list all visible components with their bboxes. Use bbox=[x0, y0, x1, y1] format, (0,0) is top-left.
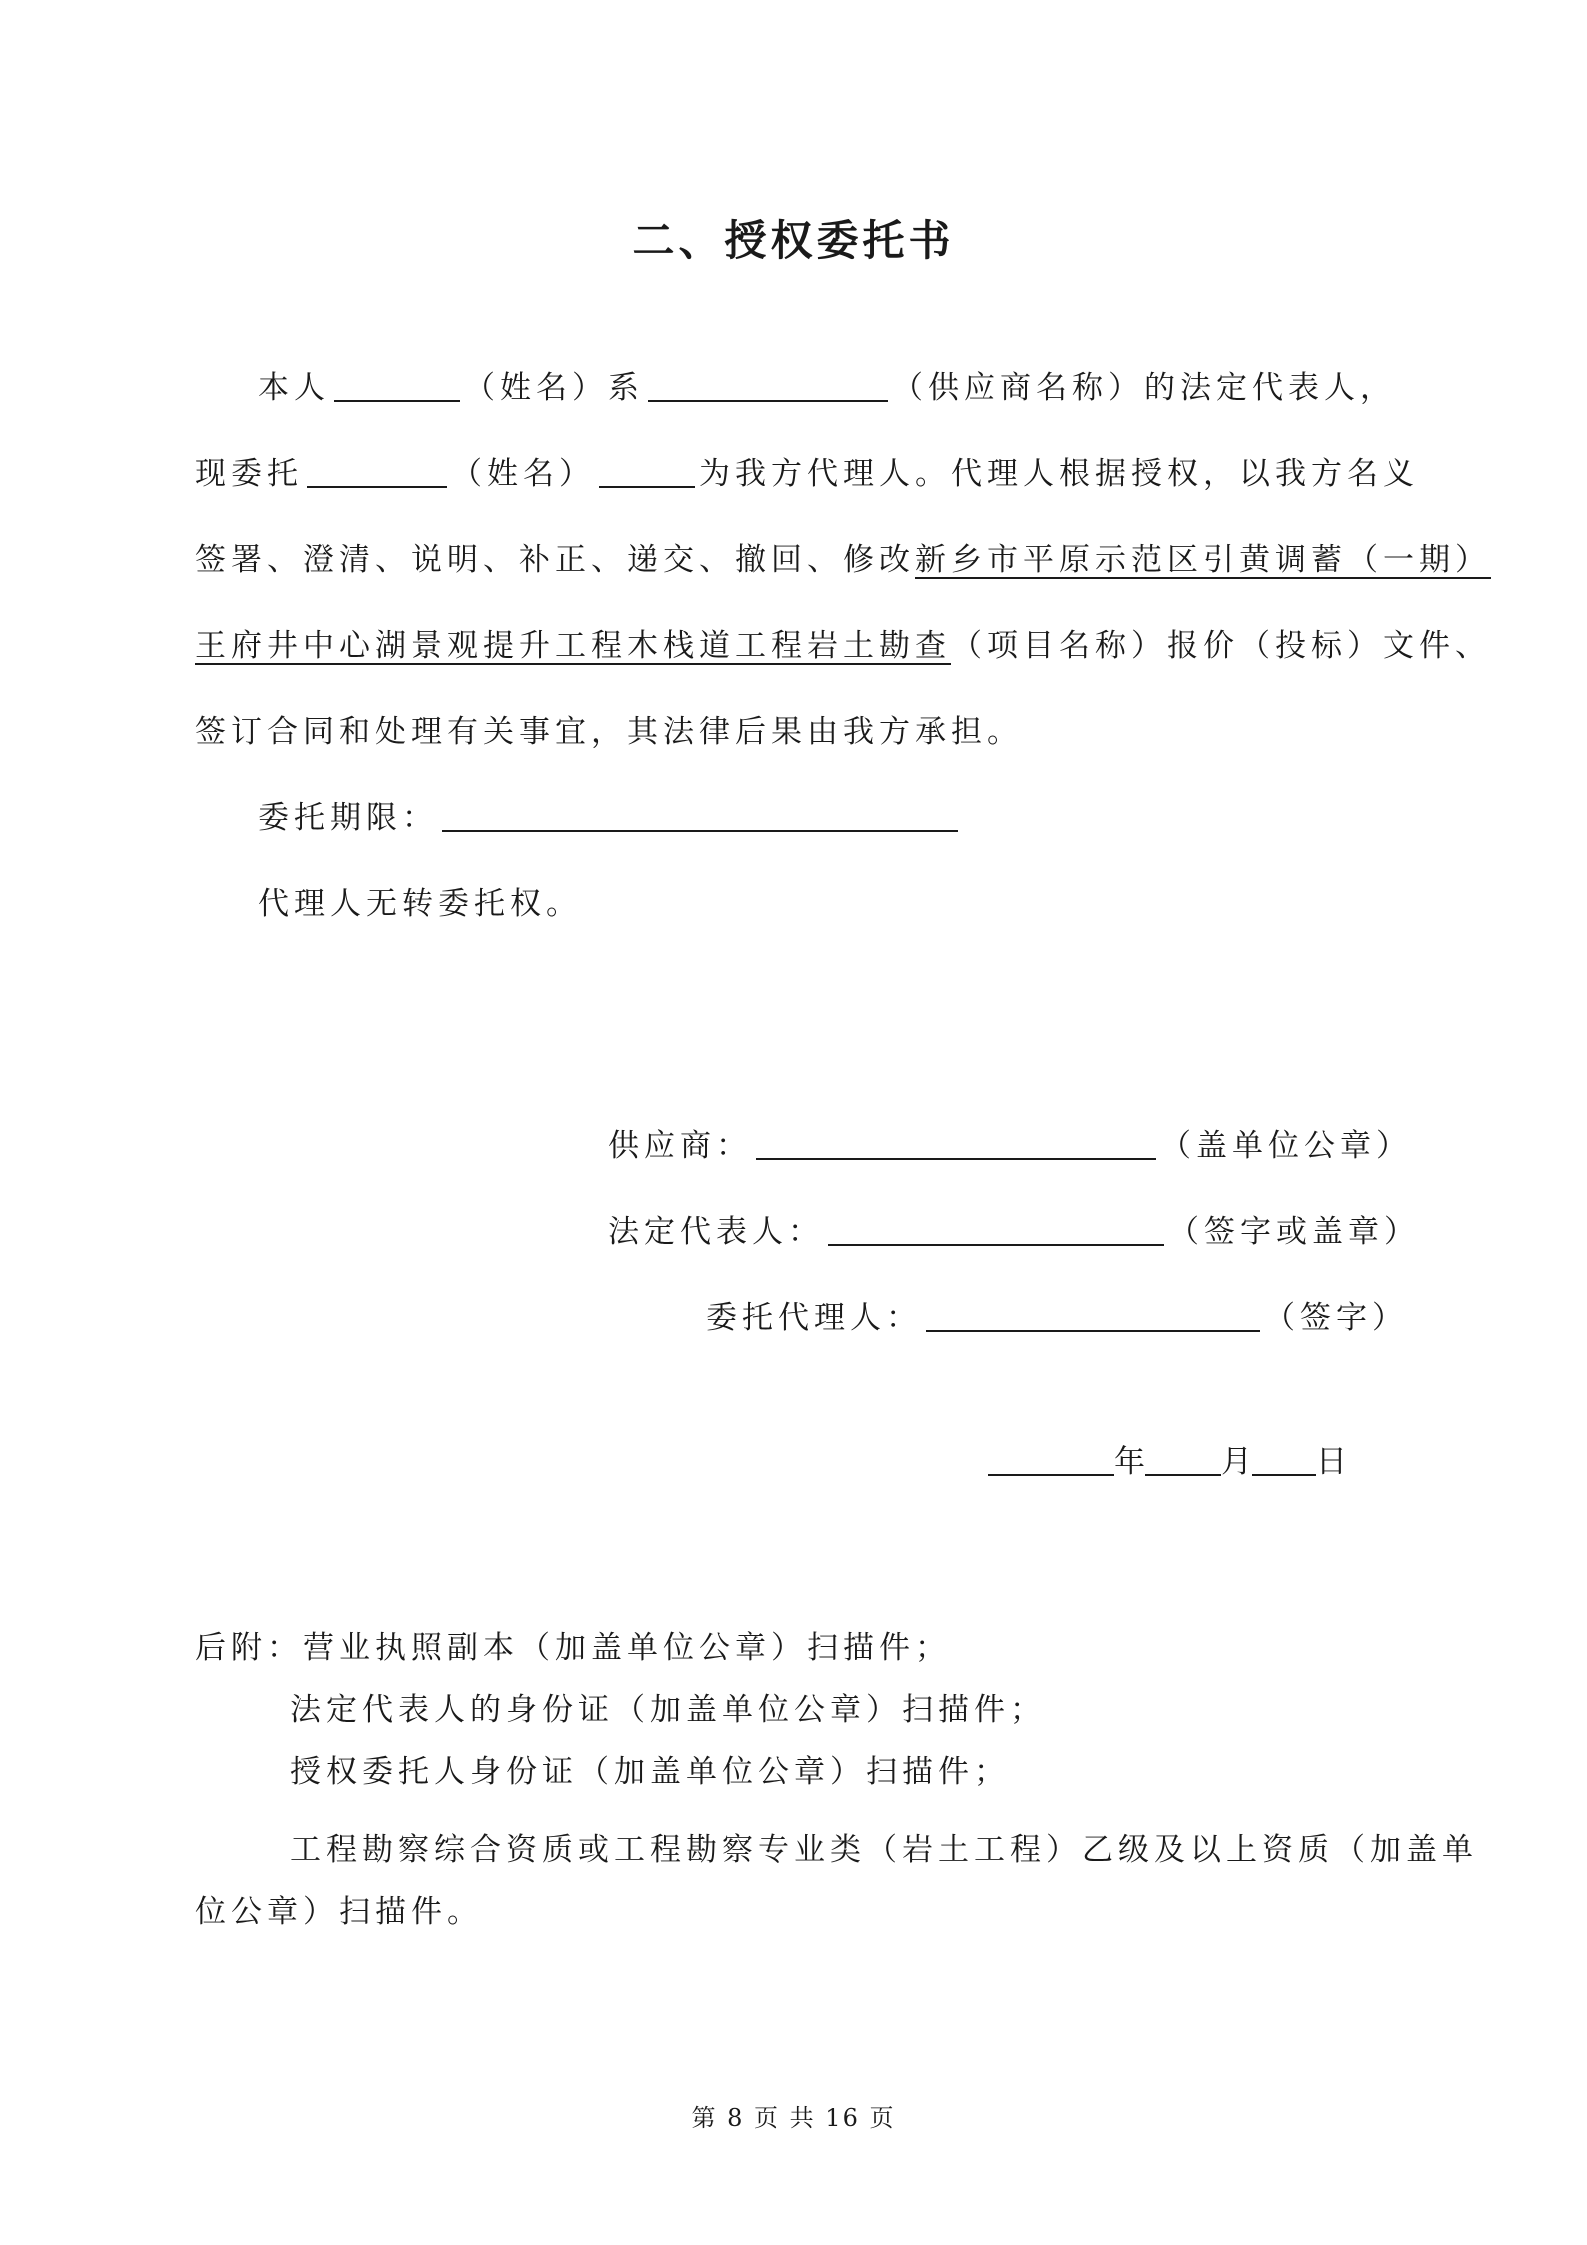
attachment-1: 营业执照副本（加盖单位公章）扫描件； bbox=[303, 1630, 951, 1666]
attachment-line-1 bbox=[195, 1626, 951, 1670]
agent-note: （签字） bbox=[1264, 1300, 1408, 1336]
attachments-label: 后附： bbox=[195, 1630, 303, 1666]
paragraph-line-2 bbox=[195, 452, 1419, 496]
agent-signature-blank[interactable] bbox=[926, 1300, 1260, 1332]
extra-blank[interactable] bbox=[599, 456, 695, 488]
legal-rep-note: （签字或盖章） bbox=[1168, 1214, 1420, 1250]
text-actions: 签署、澄清、说明、补正、递交、撤回、修改 bbox=[195, 542, 915, 578]
project-name-part-1: 新乡市平原示范区引黄调蓄（一期） bbox=[915, 542, 1491, 578]
attachment-3: 授权委托人身份证（加盖单位公章）扫描件； bbox=[290, 1754, 1010, 1790]
day-blank[interactable] bbox=[1252, 1444, 1316, 1476]
document-title: 二、授权委托书 bbox=[632, 216, 955, 265]
supplier-label: 供应商： bbox=[608, 1128, 752, 1164]
text-name-xi: （姓名）系 bbox=[464, 370, 644, 406]
text-agent-authority: 为我方代理人。代理人根据授权，以我方名义 bbox=[699, 456, 1419, 492]
agent-name-blank[interactable] bbox=[307, 456, 447, 488]
supplier-signature-blank[interactable] bbox=[756, 1128, 1156, 1160]
text-ben-ren: 本人 bbox=[258, 370, 330, 406]
paragraph-line-5: 签订合同和处理有关事宜，其法律后果由我方承担。 bbox=[195, 714, 1023, 750]
legal-rep-signature-blank[interactable] bbox=[828, 1214, 1164, 1246]
attachment-4-line-1: 工程勘察综合资质或工程勘察专业类（岩土工程）乙级及以上资质（加盖单 bbox=[290, 1832, 1478, 1868]
year-blank[interactable] bbox=[988, 1444, 1114, 1476]
project-name-part-2: 王府井中心湖景观提升工程木栈道工程岩土勘查 bbox=[195, 628, 951, 664]
date-line bbox=[988, 1440, 1347, 1484]
paragraph-line-3 bbox=[195, 538, 1491, 582]
text-name: （姓名） bbox=[451, 456, 595, 492]
page-number-footer: 第 8 页 共 16 页 bbox=[691, 2104, 896, 2132]
text-xian-weituo: 现委托 bbox=[195, 456, 303, 492]
month-label: 月 bbox=[1221, 1444, 1252, 1480]
supplier-signature-line bbox=[608, 1124, 1412, 1168]
text-legal-rep: （供应商名称）的法定代表人， bbox=[892, 370, 1396, 406]
name-blank[interactable] bbox=[334, 370, 460, 402]
day-label: 日 bbox=[1316, 1444, 1347, 1480]
text-project-note: （项目名称）报价（投标）文件、 bbox=[951, 628, 1491, 664]
attachment-4-line-2: 位公章）扫描件。 bbox=[195, 1894, 483, 1930]
month-blank[interactable] bbox=[1145, 1444, 1221, 1476]
agent-signature-line bbox=[706, 1296, 1408, 1340]
term-blank[interactable] bbox=[442, 800, 958, 832]
year-label: 年 bbox=[1114, 1444, 1145, 1480]
attachment-2: 法定代表人的身份证（加盖单位公章）扫描件； bbox=[290, 1692, 1046, 1728]
term-line bbox=[258, 796, 962, 840]
supplier-name-blank[interactable] bbox=[648, 370, 888, 402]
paragraph-line-4 bbox=[195, 624, 1491, 668]
legal-rep-label: 法定代表人： bbox=[608, 1214, 824, 1250]
no-subdelegation-text: 代理人无转委托权。 bbox=[258, 886, 582, 922]
term-label: 委托期限： bbox=[258, 800, 438, 836]
paragraph-line-1 bbox=[258, 366, 1396, 410]
agent-label: 委托代理人： bbox=[706, 1300, 922, 1336]
supplier-note: （盖单位公章） bbox=[1160, 1128, 1412, 1164]
legal-rep-signature-line bbox=[608, 1210, 1420, 1254]
